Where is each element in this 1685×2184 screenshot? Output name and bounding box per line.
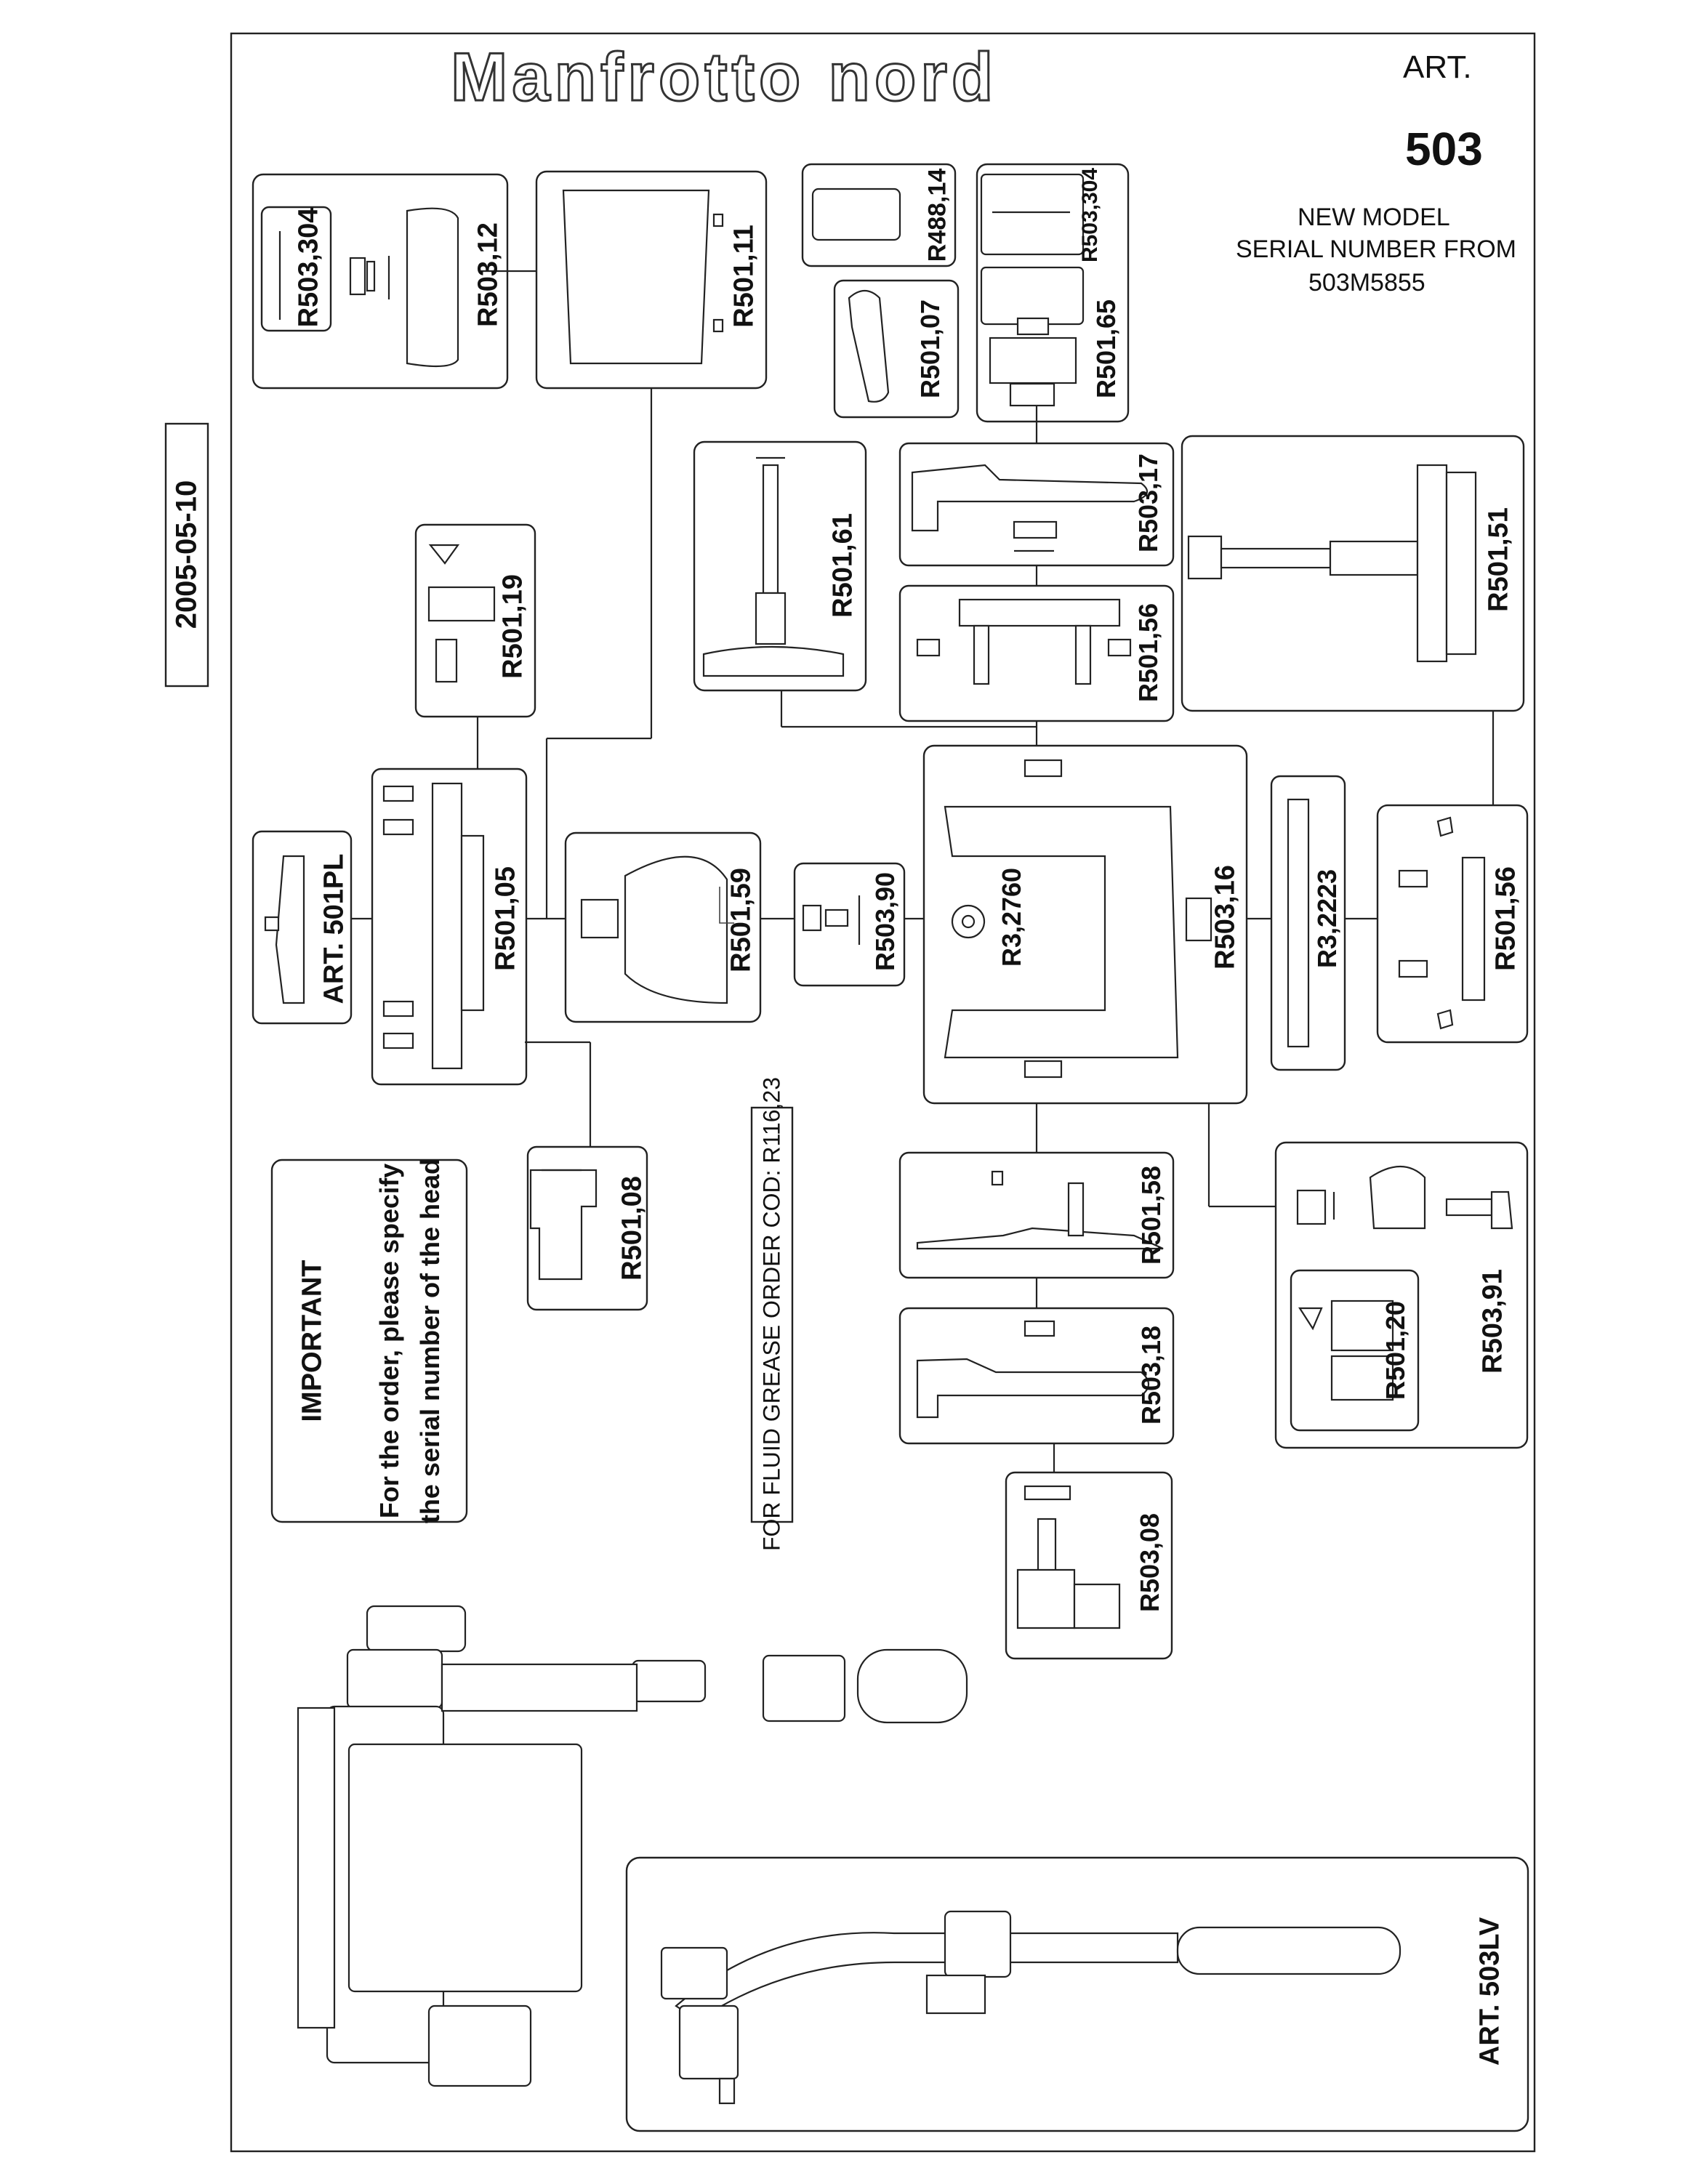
label-r3-2223: R3,2223 [1312,869,1342,969]
label-r501-07: R501,07 [915,299,945,399]
label-art-503lv: ART. 503LV [1474,1917,1505,2066]
label-r501-58: R501,58 [1136,1165,1166,1265]
label-r501-56-a: R501,56 [1133,603,1163,703]
box-r503-17 [900,443,1173,565]
label-r503-91: R503,91 [1477,1269,1508,1374]
label-r503-90: R503,90 [870,871,900,972]
art-prefix: ART. [1403,49,1472,85]
label-r503-16: R503,16 [1210,865,1241,970]
important-line-2: the serial number of the head [415,1158,445,1524]
label-r501-20: R501,20 [1380,1300,1410,1401]
label-r503-304-a: R503,304 [293,207,324,328]
label-r501-65: R501,65 [1091,299,1121,399]
note-line-1: NEW MODEL [1298,204,1450,231]
label-r501-19: R501,19 [497,574,528,679]
grease-note: FOR FLUID GREASE ORDER COD: R116,23 [758,1077,785,1551]
date-stamp: 2005-05-10 [170,480,203,629]
box-art-503lv [627,1858,1528,2131]
label-r503-17: R503,17 [1133,453,1163,553]
label-art-501pl: ART. 501PL [318,853,350,1004]
note-line-3: 503M5855 [1308,269,1425,297]
label-r503-304-b: R503,304 [1078,167,1102,263]
label-r501-11: R501,11 [728,225,760,328]
brand-logo: Manfrotto nord [451,39,998,115]
part-drawings [265,174,1512,2103]
label-r503-12: R503,12 [472,222,504,327]
label-r501-56-b: R501,56 [1490,866,1521,971]
label-r501-59: R501,59 [725,868,757,972]
label-r488-14: R488,14 [923,168,952,262]
label-r3-2760: R3,2760 [997,867,1026,967]
important-title: IMPORTANT [297,1260,328,1422]
important-line-1: For the order, please specify [374,1163,404,1519]
label-r503-18: R503,18 [1136,1325,1166,1425]
label-r501-61: R501,61 [827,513,858,618]
label-r501-08: R501,08 [616,1176,648,1281]
box-r501-58 [900,1153,1173,1278]
label-r501-05: R501,05 [490,866,521,971]
note-line-2: SERIAL NUMBER FROM [1236,235,1517,263]
label-r501-51: R501,51 [1483,507,1514,612]
label-r503-08: R503,08 [1135,1512,1165,1613]
art-number: 503 [1405,123,1483,175]
